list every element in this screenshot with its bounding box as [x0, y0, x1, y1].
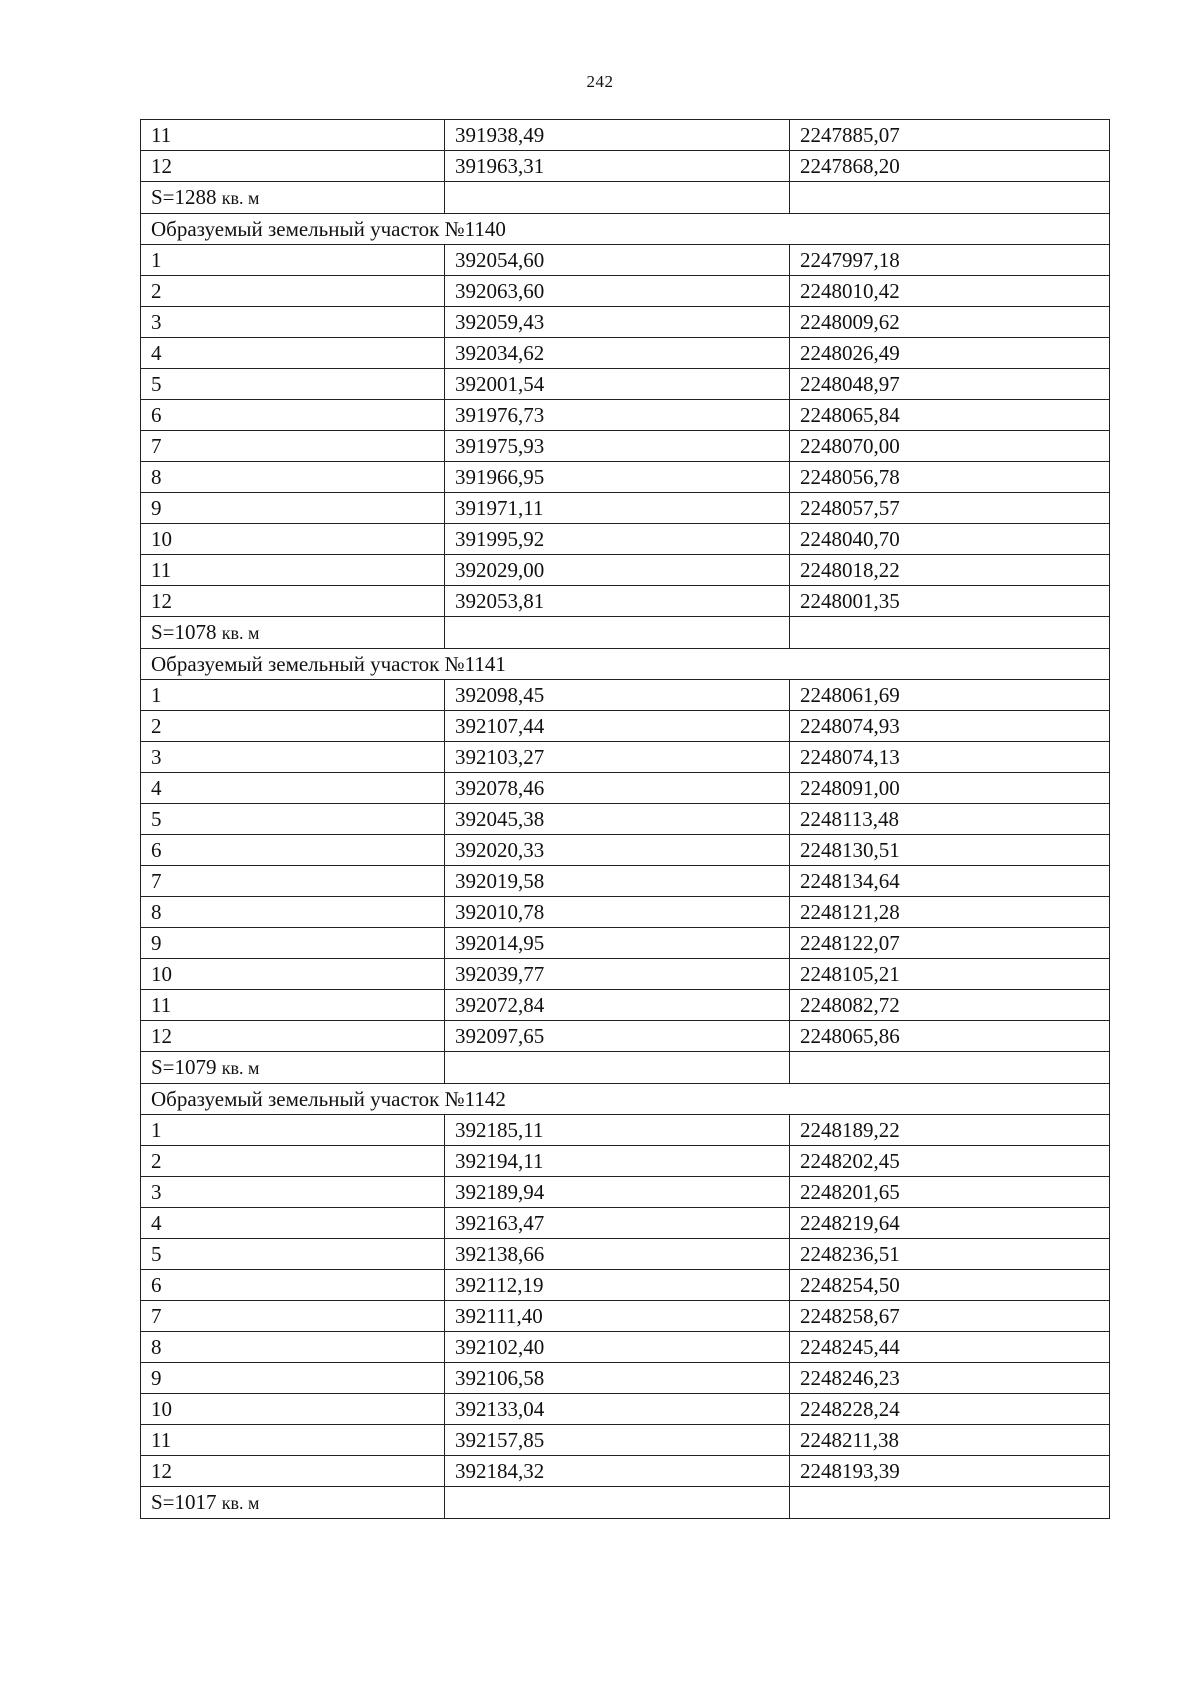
table-row: [141, 804, 1110, 835]
x-coordinate-cell: 392078,46: [445, 773, 790, 804]
point-number-cell: 1: [141, 680, 445, 711]
x-coordinate-cell: 392053,81: [445, 586, 790, 617]
table-row: [141, 151, 1110, 182]
point-number-cell: 6: [141, 400, 445, 431]
area-row: [141, 182, 1110, 214]
x-coordinate-cell: 392138,66: [445, 1239, 790, 1270]
y-coordinate-cell: 2248254,50: [790, 1270, 1110, 1301]
y-coordinate-cell: 2248236,51: [790, 1239, 1110, 1270]
y-coordinate-cell: 2247868,20: [790, 151, 1110, 182]
section-title: Образуемый земельный участок №1142: [141, 1084, 1110, 1115]
table-row: [141, 462, 1110, 493]
area-row: [141, 1487, 1110, 1519]
y-coordinate-cell: 2248201,65: [790, 1177, 1110, 1208]
y-coordinate-cell: 2248228,24: [790, 1394, 1110, 1425]
y-coordinate-cell: 2247997,18: [790, 245, 1110, 276]
area-unit: кв. м: [221, 1058, 260, 1078]
y-coordinate-cell: 2248113,48: [790, 804, 1110, 835]
point-number-cell: 10: [141, 1394, 445, 1425]
x-coordinate-cell: 392072,84: [445, 990, 790, 1021]
x-coordinate-cell: 391975,93: [445, 431, 790, 462]
point-number-cell: 6: [141, 835, 445, 866]
empty-cell: [790, 1487, 1110, 1519]
area-row: [141, 617, 1110, 649]
y-coordinate-cell: 2247885,07: [790, 120, 1110, 151]
table-row: [141, 1239, 1110, 1270]
x-coordinate-cell: 392054,60: [445, 245, 790, 276]
area-cell: [141, 1487, 445, 1519]
coordinates-table-body: [141, 120, 1110, 1519]
x-coordinate-cell: 392194,11: [445, 1146, 790, 1177]
table-row: [141, 1332, 1110, 1363]
section-title-row: [141, 1084, 1110, 1115]
table-row: [141, 400, 1110, 431]
y-coordinate-cell: 2248122,07: [790, 928, 1110, 959]
point-number-cell: 10: [141, 959, 445, 990]
table-row: [141, 307, 1110, 338]
y-coordinate-cell: 2248189,22: [790, 1115, 1110, 1146]
x-coordinate-cell: 392019,58: [445, 866, 790, 897]
table-row: [141, 897, 1110, 928]
area-cell: [141, 182, 445, 214]
x-coordinate-cell: 392112,19: [445, 1270, 790, 1301]
point-number-cell: 6: [141, 1270, 445, 1301]
table-row: [141, 369, 1110, 400]
table-row: [141, 1208, 1110, 1239]
point-number-cell: 11: [141, 555, 445, 586]
y-coordinate-cell: 2248219,64: [790, 1208, 1110, 1239]
coordinates-table: [140, 119, 1110, 1519]
y-coordinate-cell: 2248048,97: [790, 369, 1110, 400]
table-row: [141, 1146, 1110, 1177]
y-coordinate-cell: 2248091,00: [790, 773, 1110, 804]
x-coordinate-cell: 392014,95: [445, 928, 790, 959]
y-coordinate-cell: 2248105,21: [790, 959, 1110, 990]
table-row: [141, 338, 1110, 369]
point-number-cell: 3: [141, 742, 445, 773]
point-number-cell: 12: [141, 586, 445, 617]
table-row: [141, 1363, 1110, 1394]
y-coordinate-cell: 2248040,70: [790, 524, 1110, 555]
y-coordinate-cell: 2248074,93: [790, 711, 1110, 742]
y-coordinate-cell: 2248018,22: [790, 555, 1110, 586]
y-coordinate-cell: 2248010,42: [790, 276, 1110, 307]
point-number-cell: 8: [141, 1332, 445, 1363]
x-coordinate-cell: 392010,78: [445, 897, 790, 928]
x-coordinate-cell: 391995,92: [445, 524, 790, 555]
table-row: [141, 1177, 1110, 1208]
x-coordinate-cell: 392001,54: [445, 369, 790, 400]
x-coordinate-cell: 392157,85: [445, 1425, 790, 1456]
point-number-cell: 10: [141, 524, 445, 555]
x-coordinate-cell: 392184,32: [445, 1456, 790, 1487]
x-coordinate-cell: 392063,60: [445, 276, 790, 307]
x-coordinate-cell: 391966,95: [445, 462, 790, 493]
point-number-cell: 9: [141, 928, 445, 959]
point-number-cell: 11: [141, 1425, 445, 1456]
table-row: [141, 928, 1110, 959]
x-coordinate-cell: 392020,33: [445, 835, 790, 866]
table-row: [141, 835, 1110, 866]
table-row: [141, 742, 1110, 773]
table-row: [141, 1456, 1110, 1487]
x-coordinate-cell: 392163,47: [445, 1208, 790, 1239]
table-row: [141, 555, 1110, 586]
y-coordinate-cell: 2248211,38: [790, 1425, 1110, 1456]
empty-cell: [790, 1052, 1110, 1084]
table-row: [141, 1394, 1110, 1425]
point-number-cell: 8: [141, 897, 445, 928]
area-row: [141, 1052, 1110, 1084]
point-number-cell: 9: [141, 493, 445, 524]
x-coordinate-cell: 391971,11: [445, 493, 790, 524]
y-coordinate-cell: 2248130,51: [790, 835, 1110, 866]
area-value: S=1078: [151, 620, 217, 644]
section-title-row: [141, 649, 1110, 680]
table-row: [141, 431, 1110, 462]
y-coordinate-cell: 2248070,00: [790, 431, 1110, 462]
point-number-cell: 12: [141, 1456, 445, 1487]
point-number-cell: 1: [141, 1115, 445, 1146]
point-number-cell: 1: [141, 245, 445, 276]
x-coordinate-cell: 392185,11: [445, 1115, 790, 1146]
table-row: [141, 773, 1110, 804]
x-coordinate-cell: 392106,58: [445, 1363, 790, 1394]
x-coordinate-cell: 392039,77: [445, 959, 790, 990]
table-row: [141, 1115, 1110, 1146]
x-coordinate-cell: 392034,62: [445, 338, 790, 369]
y-coordinate-cell: 2248258,67: [790, 1301, 1110, 1332]
point-number-cell: 9: [141, 1363, 445, 1394]
area-value: S=1288: [151, 185, 217, 209]
x-coordinate-cell: 392107,44: [445, 711, 790, 742]
point-number-cell: 7: [141, 431, 445, 462]
section-title: Образуемый земельный участок №1141: [141, 649, 1110, 680]
x-coordinate-cell: 391938,49: [445, 120, 790, 151]
table-row: [141, 586, 1110, 617]
point-number-cell: 8: [141, 462, 445, 493]
x-coordinate-cell: 392045,38: [445, 804, 790, 835]
section-title: Образуемый земельный участок №1140: [141, 214, 1110, 245]
y-coordinate-cell: 2248065,86: [790, 1021, 1110, 1052]
point-number-cell: 12: [141, 1021, 445, 1052]
y-coordinate-cell: 2248134,64: [790, 866, 1110, 897]
area-value: S=1079: [151, 1055, 217, 1079]
area-unit: кв. м: [221, 623, 260, 643]
y-coordinate-cell: 2248057,57: [790, 493, 1110, 524]
area-cell: [141, 1052, 445, 1084]
point-number-cell: 2: [141, 276, 445, 307]
empty-cell: [445, 1487, 790, 1519]
empty-cell: [445, 182, 790, 214]
table-row: [141, 524, 1110, 555]
point-number-cell: 12: [141, 151, 445, 182]
page-number: 242: [586, 72, 614, 91]
area-unit: кв. м: [221, 1493, 260, 1513]
point-number-cell: 11: [141, 120, 445, 151]
point-number-cell: 7: [141, 866, 445, 897]
point-number-cell: 5: [141, 1239, 445, 1270]
area-cell: [141, 617, 445, 649]
x-coordinate-cell: 392111,40: [445, 1301, 790, 1332]
section-title-row: [141, 214, 1110, 245]
empty-cell: [790, 617, 1110, 649]
x-coordinate-cell: 392102,40: [445, 1332, 790, 1363]
table-row: [141, 245, 1110, 276]
point-number-cell: 3: [141, 307, 445, 338]
y-coordinate-cell: 2248202,45: [790, 1146, 1110, 1177]
x-coordinate-cell: 391976,73: [445, 400, 790, 431]
point-number-cell: 7: [141, 1301, 445, 1332]
table-row: [141, 120, 1110, 151]
point-number-cell: 2: [141, 1146, 445, 1177]
x-coordinate-cell: 391963,31: [445, 151, 790, 182]
x-coordinate-cell: 392103,27: [445, 742, 790, 773]
table-row: [141, 1270, 1110, 1301]
y-coordinate-cell: 2248082,72: [790, 990, 1110, 1021]
y-coordinate-cell: 2248193,39: [790, 1456, 1110, 1487]
table-row: [141, 493, 1110, 524]
point-number-cell: 5: [141, 369, 445, 400]
point-number-cell: 4: [141, 338, 445, 369]
area-unit: кв. м: [221, 188, 260, 208]
point-number-cell: 4: [141, 1208, 445, 1239]
y-coordinate-cell: 2248074,13: [790, 742, 1110, 773]
empty-cell: [445, 617, 790, 649]
y-coordinate-cell: 2248001,35: [790, 586, 1110, 617]
empty-cell: [790, 182, 1110, 214]
empty-cell: [445, 1052, 790, 1084]
table-row: [141, 866, 1110, 897]
point-number-cell: 3: [141, 1177, 445, 1208]
table-row: [141, 1301, 1110, 1332]
y-coordinate-cell: 2248121,28: [790, 897, 1110, 928]
point-number-cell: 2: [141, 711, 445, 742]
x-coordinate-cell: 392189,94: [445, 1177, 790, 1208]
table-row: [141, 959, 1110, 990]
y-coordinate-cell: 2248061,69: [790, 680, 1110, 711]
x-coordinate-cell: 392029,00: [445, 555, 790, 586]
y-coordinate-cell: 2248245,44: [790, 1332, 1110, 1363]
table-row: [141, 680, 1110, 711]
table-row: [141, 1021, 1110, 1052]
area-value: S=1017: [151, 1490, 217, 1514]
y-coordinate-cell: 2248026,49: [790, 338, 1110, 369]
x-coordinate-cell: 392133,04: [445, 1394, 790, 1425]
y-coordinate-cell: 2248056,78: [790, 462, 1110, 493]
point-number-cell: 11: [141, 990, 445, 1021]
x-coordinate-cell: 392097,65: [445, 1021, 790, 1052]
y-coordinate-cell: 2248009,62: [790, 307, 1110, 338]
y-coordinate-cell: 2248246,23: [790, 1363, 1110, 1394]
x-coordinate-cell: 392059,43: [445, 307, 790, 338]
table-row: [141, 990, 1110, 1021]
y-coordinate-cell: 2248065,84: [790, 400, 1110, 431]
table-row: [141, 711, 1110, 742]
table-row: [141, 276, 1110, 307]
point-number-cell: 4: [141, 773, 445, 804]
point-number-cell: 5: [141, 804, 445, 835]
x-coordinate-cell: 392098,45: [445, 680, 790, 711]
table-row: [141, 1425, 1110, 1456]
